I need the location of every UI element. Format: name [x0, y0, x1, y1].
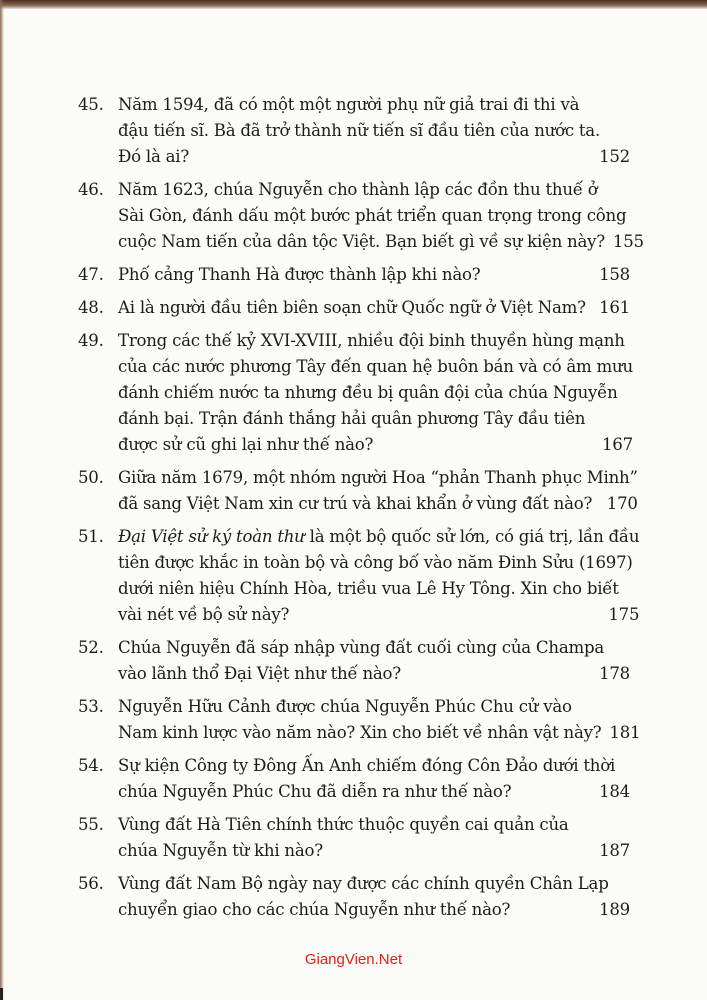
toc-entry[interactable] [78, 635, 630, 687]
entry-line [118, 406, 633, 432]
entry-line-text [118, 874, 609, 893]
entry-line-text [118, 383, 618, 402]
entry-line [118, 262, 630, 288]
toc-entry[interactable] [78, 812, 630, 864]
entry-line-text [118, 779, 511, 805]
toc-entry[interactable] [78, 465, 638, 517]
page-number: 161 [599, 298, 630, 317]
entry-line-text [118, 579, 619, 598]
entry-number: 47. [78, 265, 104, 284]
line-text: Nam kinh lược vào năm nào? Xin cho biết về nhân vật này? [118, 723, 602, 742]
line-text: được sử cũ ghi lại như thế nào? [118, 435, 374, 454]
line-text: Đó là ai? [118, 147, 189, 166]
toc-entry[interactable] [78, 753, 630, 805]
entry-line [118, 118, 630, 144]
entry-line-text [118, 468, 638, 487]
page-number: 184 [599, 782, 630, 801]
entry-text [118, 635, 630, 687]
line-text: của các nước phương Tây đến quan hệ buôn bán và có âm mưu [118, 357, 633, 376]
line-text: dưới niên hiệu Chính Hòa, triều vua Lê Hy Tông. Xin cho biết [118, 579, 619, 598]
entry-text [118, 262, 630, 288]
entry-number: 51. [78, 527, 104, 546]
entry-line-text [118, 897, 510, 923]
entry-line-text [118, 295, 586, 321]
entry-text [118, 812, 630, 864]
line-text: Trong các thế kỷ XVI-XVIII, nhiều đội binh thuyền hùng mạnh [118, 331, 625, 350]
entry-line [118, 177, 644, 203]
toc-entry[interactable] [78, 295, 630, 321]
entry-line [118, 550, 639, 576]
line-text: Phố cảng Thanh Hà được thành lập khi nào? [118, 265, 481, 284]
page-number: 158 [599, 265, 630, 284]
entry-line [118, 602, 639, 628]
line-text: đánh chiếm nước ta nhưng đều bị quân đội của chúa Nguyễn [118, 383, 618, 402]
entry-line [118, 871, 630, 897]
entry-line [118, 491, 638, 517]
page-number: 181 [609, 723, 641, 742]
page-number: 175 [608, 605, 640, 624]
line-text: vào lãnh thổ Đại Việt như thế nào? [118, 664, 401, 683]
entry-text [118, 694, 640, 746]
entry-text [118, 465, 638, 517]
table-of-contents [78, 92, 644, 930]
toc-entry[interactable] [78, 871, 630, 923]
watermark-text: GiangVien.Net [304, 951, 403, 968]
page-number: 189 [599, 900, 630, 919]
entry-line-text [118, 602, 289, 628]
line-text: chúa Nguyễn Phúc Chu đã diễn ra như thế nào? [118, 782, 512, 801]
entry-number: 49. [78, 331, 104, 350]
toc-entry[interactable] [78, 328, 633, 458]
entry-line [118, 203, 644, 229]
entry-number: 55. [78, 815, 104, 834]
page-top-edge [0, 0, 707, 9]
line-text: Vùng đất Hà Tiên chính thức thuộc quyền cai quản của [118, 815, 569, 834]
entry-line-text [118, 553, 633, 572]
line-text: cuộc Nam tiến của dân tộc Việt. Bạn biết gì về sự kiện này? [118, 232, 605, 251]
entry-line [118, 576, 639, 602]
page-corner-mark [0, 988, 3, 1000]
entry-line [118, 380, 633, 406]
entry-line [118, 661, 630, 687]
entry-line [118, 720, 640, 746]
toc-entry[interactable] [78, 177, 644, 255]
line-text: Sài Gòn, đánh dấu một bước phát triển quan trọng trong công [118, 206, 627, 225]
entry-line-text [118, 357, 633, 376]
entry-text [118, 295, 630, 321]
entry-line-text [118, 180, 597, 199]
entry-line [118, 328, 633, 354]
entry-line-text [118, 262, 480, 288]
line-text: Vùng đất Nam Bộ ngày nay được các chính quyền Chân Lạp [118, 874, 609, 893]
entry-line [118, 524, 639, 550]
entry-text [118, 177, 644, 255]
entry-number: 56. [78, 874, 104, 893]
line-text: là một bộ quốc sử lớn, có giá trị, lần đầu [309, 527, 640, 546]
entry-line [118, 812, 630, 838]
entry-number: 54. [78, 756, 104, 775]
entry-line-text [118, 720, 601, 746]
entry-line [118, 779, 630, 805]
entry-line-text [118, 697, 572, 716]
entry-line [118, 92, 630, 118]
page-number: 155 [612, 232, 644, 251]
line-text: Năm 1594, đã có một một người phụ nữ giả trai đi thi và [118, 95, 580, 114]
page-number: 187 [599, 841, 630, 860]
entry-line-text [118, 756, 615, 775]
entry-line-text [118, 661, 401, 687]
entry-line [118, 694, 640, 720]
entry-line [118, 144, 630, 170]
entry-number: 53. [78, 697, 104, 716]
line-text: đậu tiến sĩ. Bà đã trở thành nữ tiến sĩ đầu tiên của nước ta. [118, 121, 600, 140]
entry-number: 45. [78, 95, 104, 114]
entry-line [118, 753, 630, 779]
entry-line [118, 465, 638, 491]
line-text: chúa Nguyễn từ khi nào? [118, 841, 323, 860]
entry-line [118, 432, 633, 458]
entry-line-text [118, 838, 323, 864]
entry-number: 52. [78, 638, 104, 657]
entry-line-text [118, 144, 189, 170]
line-text: Năm 1623, chúa Nguyễn cho thành lập các đồn thu thuế ở [118, 180, 598, 199]
entry-line-text [118, 121, 600, 140]
entry-line [118, 635, 630, 661]
entry-text [118, 753, 630, 805]
entry-line-text [118, 206, 626, 225]
page-left-edge [0, 0, 4, 1000]
line-text: Nguyễn Hữu Cảnh được chúa Nguyễn Phúc Chu cử vào [118, 697, 572, 716]
entry-number: 46. [78, 180, 104, 199]
toc-entry[interactable] [78, 92, 630, 170]
line-text: đánh bại. Trận đánh thắng hải quân phương Tây đầu tiên [118, 409, 586, 428]
entry-line [118, 897, 630, 923]
toc-entry[interactable] [78, 262, 630, 288]
page-number: 170 [606, 494, 638, 513]
entry-line-text [118, 409, 585, 428]
page-number: 152 [599, 147, 630, 166]
line-text: Giữa năm 1679, một nhóm người Hoa “phản Thanh phục Minh” [118, 468, 638, 487]
entry-line-text [118, 491, 592, 517]
entry-line [118, 838, 630, 864]
entry-line [118, 295, 630, 321]
entry-line-text [118, 331, 625, 350]
line-text: tiên được khắc in toàn bộ và công bố vào năm Đinh Sửu (1697) [118, 553, 633, 572]
entry-line-text [118, 432, 373, 458]
entry-number: 48. [78, 298, 104, 317]
toc-entry[interactable] [78, 524, 640, 628]
entry-line-text [118, 815, 569, 834]
line-text: chuyển giao cho các chúa Nguyễn như thế nào? [118, 900, 511, 919]
entry-line [118, 229, 644, 255]
page-number: 178 [599, 664, 630, 683]
entry-line-text [118, 638, 604, 657]
entry-text [118, 524, 639, 628]
entry-line-text [118, 527, 639, 546]
entry-text [118, 92, 630, 170]
entry-text [118, 871, 630, 923]
book-title: Đại Việt sử ký toàn thư [118, 527, 305, 546]
toc-entry[interactable] [78, 694, 641, 746]
entry-text [118, 328, 633, 458]
line-text: đã sang Việt Nam xin cư trú và khai khẩn ở vùng đất nào? [118, 494, 593, 513]
line-text: vài nét về bộ sử này? [118, 605, 290, 624]
line-text: Chúa Nguyễn đã sáp nhập vùng đất cuối cùng của Champa [118, 638, 604, 657]
page-number: 167 [601, 435, 633, 454]
line-text: Ai là người đầu tiên biên soạn chữ Quốc ngữ ở Việt Nam? [118, 298, 586, 317]
line-text: Sự kiện Công ty Đông Ấn Anh chiếm đóng Côn Đảo dưới thời [118, 756, 616, 775]
entry-line-text [118, 95, 579, 114]
entry-line-text [118, 229, 605, 255]
entry-line [118, 354, 633, 380]
entry-number: 50. [78, 468, 104, 487]
